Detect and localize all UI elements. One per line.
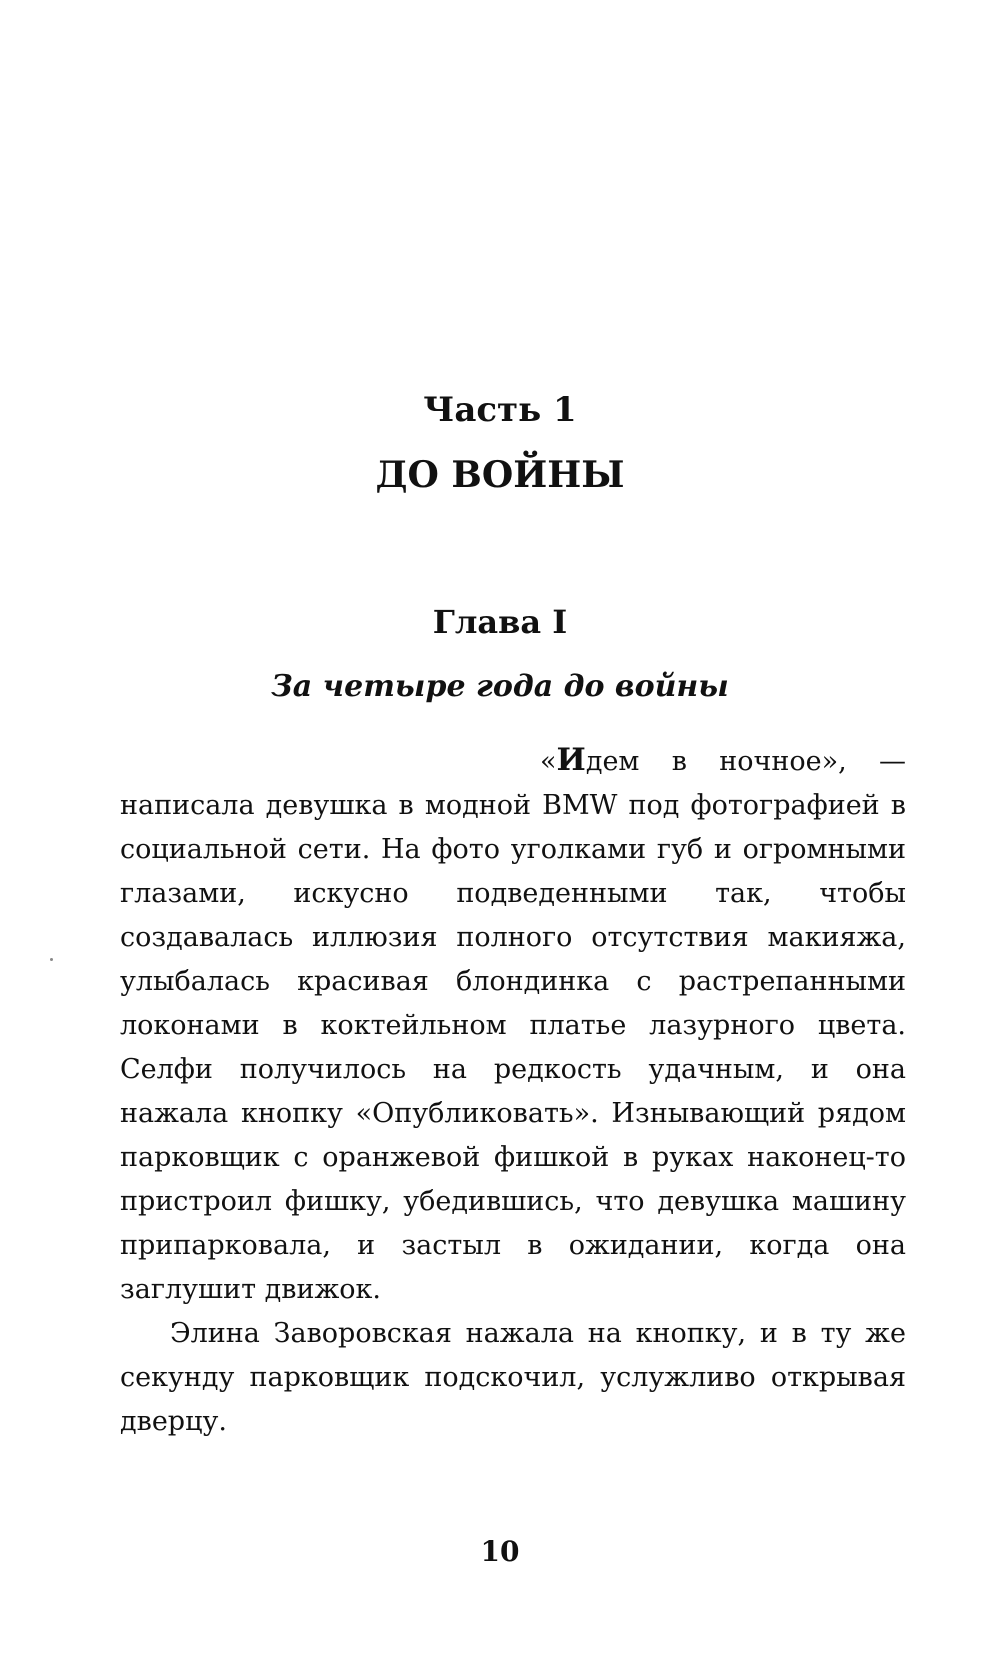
body-text [120, 738, 906, 1444]
page-number: 10 [480, 1535, 520, 1568]
chapter-subtitle: За четыре года до войны [271, 669, 729, 704]
paragraph-1 [120, 738, 906, 1312]
part-title: Часть 1 [423, 390, 577, 430]
opening-quote: « [540, 746, 557, 777]
chapter-title: Глава I [432, 603, 568, 641]
paper-speck [50, 958, 53, 961]
paragraph-1-text: дем в ночное», — написала девушка в модной BMW под фотографией в социальной сети. На фото уголками губ и огромными глазами, искусно подведенными так, чтобы создавалась иллюзия полного отсутствия макияжа, улыбалась красивая блондинка с растрепанными локонами в коктейльном платье лазурного цвета. Селфи получилось на редкость удачным, и она нажала кнопку «Опубликовать». Изнывающий рядом парковщик с оранжевой фишкой в руках наконец-то пристроил фишку, убедившись, что девушка машину припарковала, и застыл в ожидании, когда она заглушит движок. [120, 746, 906, 1305]
initial-letter: И [556, 742, 586, 778]
paragraph-2: Элина Заворовская нажала на кнопку, и в ту же секунду парковщик подскочил, услужливо открывая дверцу. [120, 1318, 906, 1437]
part-subtitle: ДО ВОЙНЫ [375, 454, 625, 496]
